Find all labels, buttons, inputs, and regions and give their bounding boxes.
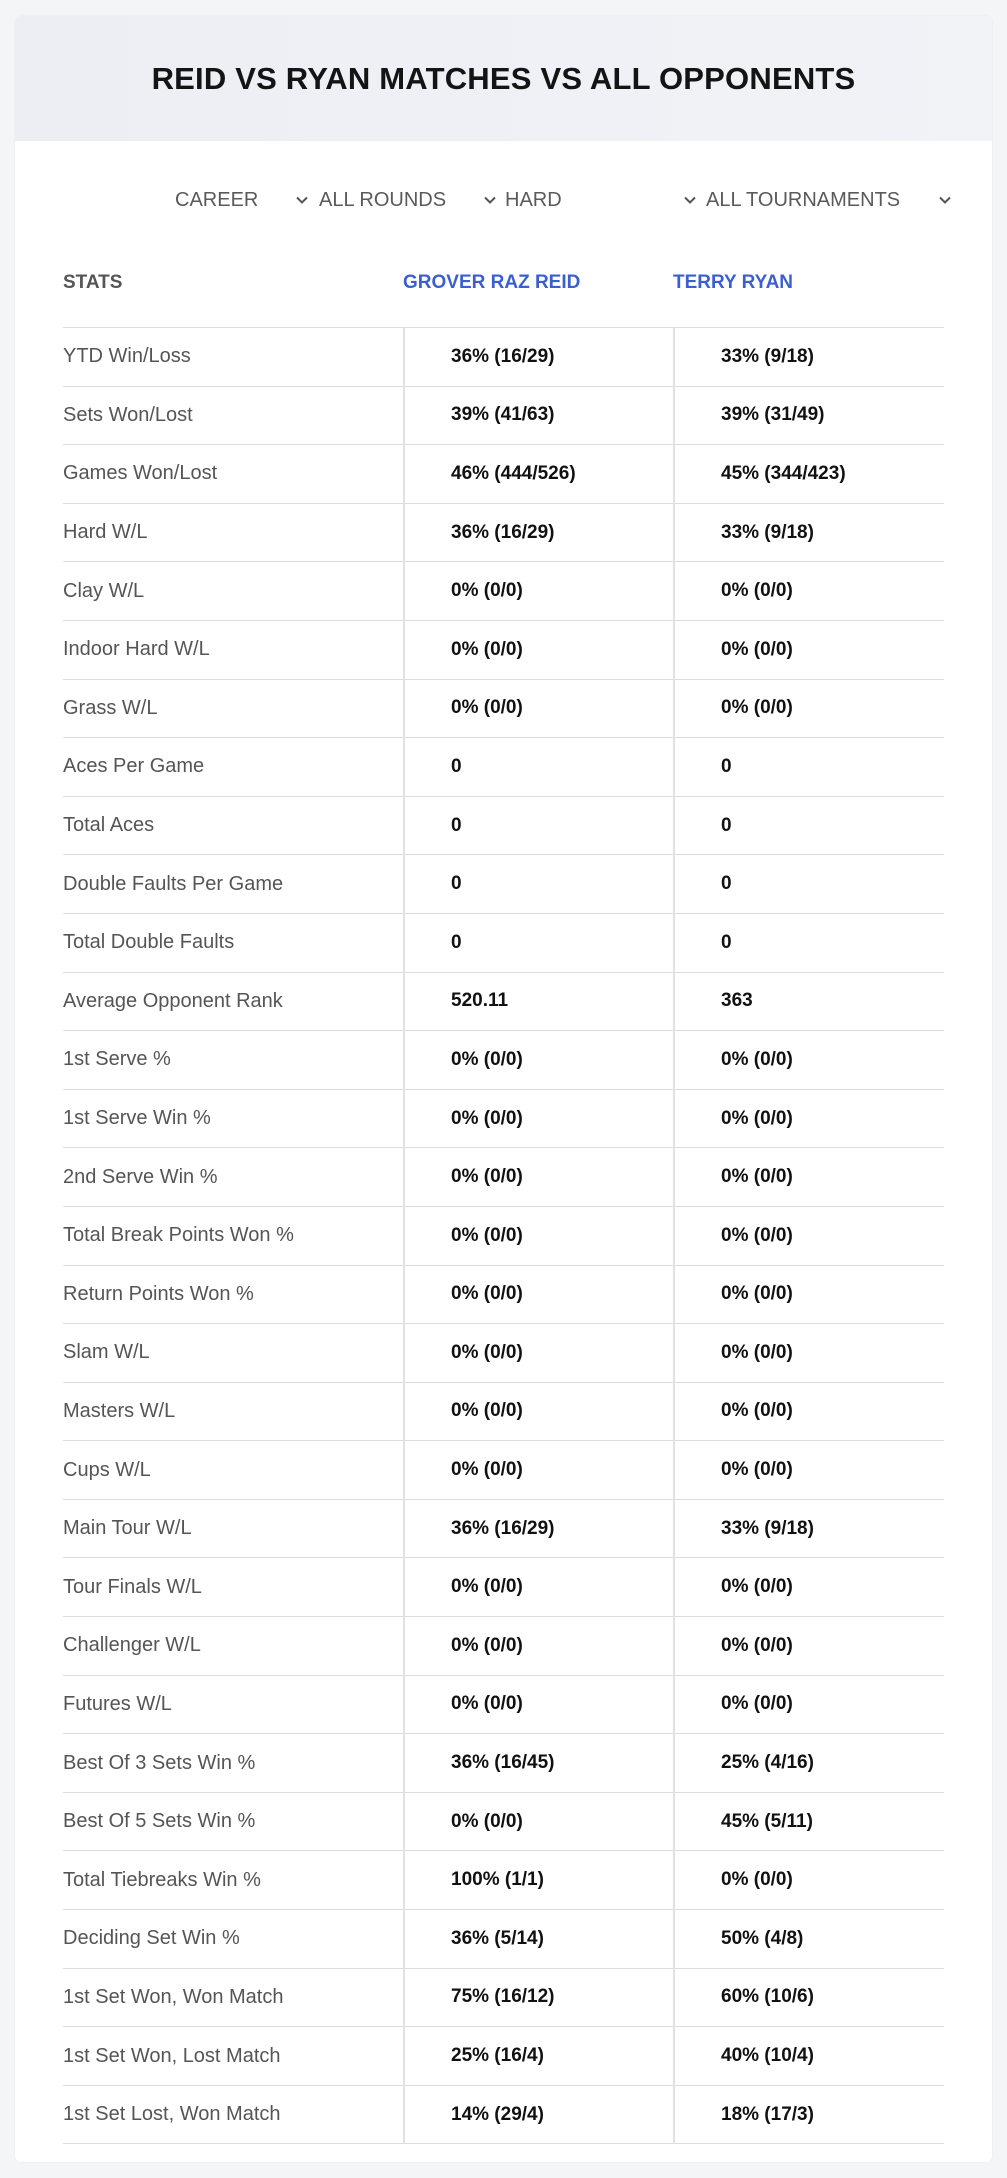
surface-select[interactable] — [505, 176, 701, 224]
player1-value: 0% (0/0) — [451, 1224, 523, 1246]
player1-value: 0% (0/0) — [451, 1166, 523, 1188]
table-row — [63, 1617, 944, 1676]
player1-value: 0% (0/0) — [451, 1341, 523, 1363]
stat-label: Total Aces — [63, 814, 155, 837]
stat-label: Total Break Points Won % — [63, 1224, 294, 1247]
table-row — [63, 1969, 944, 2028]
stat-label: Games Won/Lost — [63, 462, 218, 485]
stat-label: Clay W/L — [63, 579, 145, 602]
table-row — [63, 1500, 944, 1559]
stats-column-header: STATS — [63, 272, 123, 293]
player1-value: 0% (0/0) — [451, 638, 523, 660]
stat-label: Grass W/L — [63, 696, 158, 719]
player1-value: 0% (0/0) — [451, 1283, 523, 1305]
table-row — [63, 2086, 944, 2145]
table-body — [63, 328, 944, 2144]
stat-label: Futures W/L — [63, 1692, 172, 1715]
stat-label: Double Faults Per Game — [63, 872, 284, 895]
player2-value: 0% (0/0) — [721, 1400, 793, 1422]
player1-value: 0% (0/0) — [451, 1459, 523, 1481]
player2-value: 0% (0/0) — [721, 1869, 793, 1891]
career-select[interactable] — [175, 176, 313, 224]
column-divider — [673, 328, 675, 2144]
tournaments-select-label: ALL TOURNAMENTS — [706, 188, 901, 211]
player2-value: 0 — [721, 931, 732, 953]
table-row — [63, 1910, 944, 1969]
stat-label: Return Points Won % — [63, 1282, 254, 1305]
stat-label: Cups W/L — [63, 1458, 151, 1481]
stat-label: Best Of 5 Sets Win % — [63, 1810, 256, 1833]
player2-value: 0% (0/0) — [721, 697, 793, 719]
table-row — [63, 1031, 944, 1090]
stat-label: Indoor Hard W/L — [63, 638, 210, 661]
table-row — [63, 855, 944, 914]
stat-label: Deciding Set Win % — [63, 1927, 240, 1950]
stats-card — [15, 16, 992, 2162]
player2-value: 33% (9/18) — [721, 345, 814, 367]
player2-value: 0% (0/0) — [721, 1693, 793, 1715]
player2-value: 0% (0/0) — [721, 1283, 793, 1305]
player2-value: 0% (0/0) — [721, 1634, 793, 1656]
player2-value: 0% (0/0) — [721, 1459, 793, 1481]
player2-value: 40% (10/4) — [721, 2045, 814, 2067]
stats-table — [63, 244, 944, 2144]
player2-value: 0% (0/0) — [721, 580, 793, 602]
player1-value: 36% (5/14) — [451, 1927, 544, 1949]
table-row — [63, 621, 944, 680]
player2-value: 0 — [721, 814, 732, 836]
rounds-select-label: ALL ROUNDS — [319, 188, 447, 211]
table-row — [63, 1090, 944, 1149]
player1-value: 39% (41/63) — [451, 404, 555, 426]
tournaments-select[interactable] — [706, 176, 956, 224]
player1-value: 36% (16/29) — [451, 521, 555, 543]
player2-value: 45% (344/423) — [721, 462, 846, 484]
stat-label: 1st Serve Win % — [63, 1107, 211, 1130]
stat-label: 1st Set Won, Won Match — [63, 1985, 284, 2008]
player1-value: 0% (0/0) — [451, 697, 523, 719]
table-row — [63, 562, 944, 621]
card-header — [15, 16, 992, 141]
player1-value: 520.11 — [451, 990, 509, 1012]
table-row — [63, 1851, 944, 1910]
player1-value: 75% (16/12) — [451, 1986, 555, 2008]
table-row — [63, 1734, 944, 1793]
player1-value: 0% (0/0) — [451, 1693, 523, 1715]
player1-value: 0% (0/0) — [451, 1400, 523, 1422]
stat-label: 1st Set Lost, Won Match — [63, 2103, 281, 2126]
rounds-select[interactable] — [319, 176, 501, 224]
player2-value: 0% (0/0) — [721, 638, 793, 660]
stat-label: 1st Serve % — [63, 1048, 171, 1071]
player1-value: 46% (444/526) — [451, 462, 576, 484]
table-row — [63, 1207, 944, 1266]
table-row — [63, 1558, 944, 1617]
player2-value: 0% (0/0) — [721, 1107, 793, 1129]
player2-value: 0% (0/0) — [721, 1576, 793, 1598]
player2-value: 0% (0/0) — [721, 1341, 793, 1363]
column-divider — [403, 328, 405, 2144]
player2-value: 0% (0/0) — [721, 1166, 793, 1188]
stat-label: 1st Set Won, Lost Match — [63, 2044, 281, 2067]
player2-value: 18% (17/3) — [721, 2103, 814, 2125]
player1-value: 36% (16/45) — [451, 1752, 555, 1774]
table-row — [63, 1441, 944, 1500]
player2-value: 50% (4/8) — [721, 1927, 804, 1949]
table-row — [63, 914, 944, 973]
table-row — [63, 1324, 944, 1383]
player1-value: 0% (0/0) — [451, 1048, 523, 1070]
table-row — [63, 973, 944, 1032]
stat-label: Best Of 3 Sets Win % — [63, 1751, 256, 1774]
player2-value: 33% (9/18) — [721, 521, 814, 543]
player1-value: 0% (0/0) — [451, 580, 523, 602]
page-title: REID VS RYAN MATCHES VS ALL OPPONENTS — [151, 60, 856, 96]
player1-value: 36% (16/29) — [451, 1517, 555, 1539]
chevron-down-icon — [291, 189, 313, 211]
stat-label: Main Tour W/L — [63, 1517, 192, 1540]
surface-select-label: HARD — [505, 188, 562, 211]
player2-value: 25% (4/16) — [721, 1752, 814, 1774]
table-row — [63, 738, 944, 797]
player1-value: 0% (0/0) — [451, 1634, 523, 1656]
table-row — [63, 1383, 944, 1442]
player2-link[interactable]: TERRY RYAN — [673, 272, 794, 293]
player2-value: 45% (5/11) — [721, 1810, 813, 1832]
player1-value: 0 — [451, 755, 462, 777]
table-row — [63, 1148, 944, 1207]
table-row — [63, 1676, 944, 1735]
table-row — [63, 445, 944, 504]
player2-value: 0 — [721, 873, 732, 895]
player1-value: 0% (0/0) — [451, 1576, 523, 1598]
player1-value: 100% (1/1) — [451, 1869, 544, 1891]
stat-label: Average Opponent Rank — [63, 989, 283, 1012]
chevron-down-icon — [679, 189, 701, 211]
player1-link[interactable]: GROVER RAZ REID — [403, 272, 581, 293]
stat-label: 2nd Serve Win % — [63, 1165, 218, 1188]
player2-value: 60% (10/6) — [721, 1986, 814, 2008]
stat-label: Masters W/L — [63, 1399, 176, 1422]
player1-value: 0 — [451, 814, 462, 836]
table-row — [63, 797, 944, 856]
player1-value: 0 — [451, 873, 462, 895]
stat-label: Challenger W/L — [63, 1634, 201, 1657]
player2-value: 363 — [721, 990, 753, 1012]
stat-label: Hard W/L — [63, 521, 148, 544]
player1-value: 0 — [451, 931, 462, 953]
player2-value: 33% (9/18) — [721, 1517, 814, 1539]
stat-label: Total Double Faults — [63, 931, 235, 954]
chevron-down-icon — [479, 189, 501, 211]
player1-value: 25% (16/4) — [451, 2045, 544, 2067]
career-select-label: CAREER — [175, 188, 259, 211]
table-row — [63, 504, 944, 563]
chevron-down-icon — [934, 189, 956, 211]
player2-value: 0% (0/0) — [721, 1224, 793, 1246]
player1-value: 0% (0/0) — [451, 1107, 523, 1129]
table-row — [63, 1793, 944, 1852]
stat-label: Total Tiebreaks Win % — [63, 1868, 261, 1891]
player2-value: 39% (31/49) — [721, 404, 825, 426]
player1-value: 0% (0/0) — [451, 1810, 523, 1832]
stat-label: Aces Per Game — [63, 755, 205, 778]
table-row — [63, 387, 944, 446]
table-row — [63, 1266, 944, 1325]
table-row — [63, 2027, 944, 2086]
player1-value: 36% (16/29) — [451, 345, 555, 367]
filter-bar — [15, 176, 992, 224]
stat-label: Slam W/L — [63, 1341, 150, 1364]
player1-value: 14% (29/4) — [451, 2103, 544, 2125]
table-row — [63, 328, 944, 387]
table-row — [63, 680, 944, 739]
player2-value: 0% (0/0) — [721, 1048, 793, 1070]
stat-label: Tour Finals W/L — [63, 1575, 202, 1598]
table-header — [63, 244, 944, 328]
stat-label: Sets Won/Lost — [63, 403, 193, 426]
player2-value: 0 — [721, 755, 732, 777]
stat-label: YTD Win/Loss — [63, 345, 191, 368]
